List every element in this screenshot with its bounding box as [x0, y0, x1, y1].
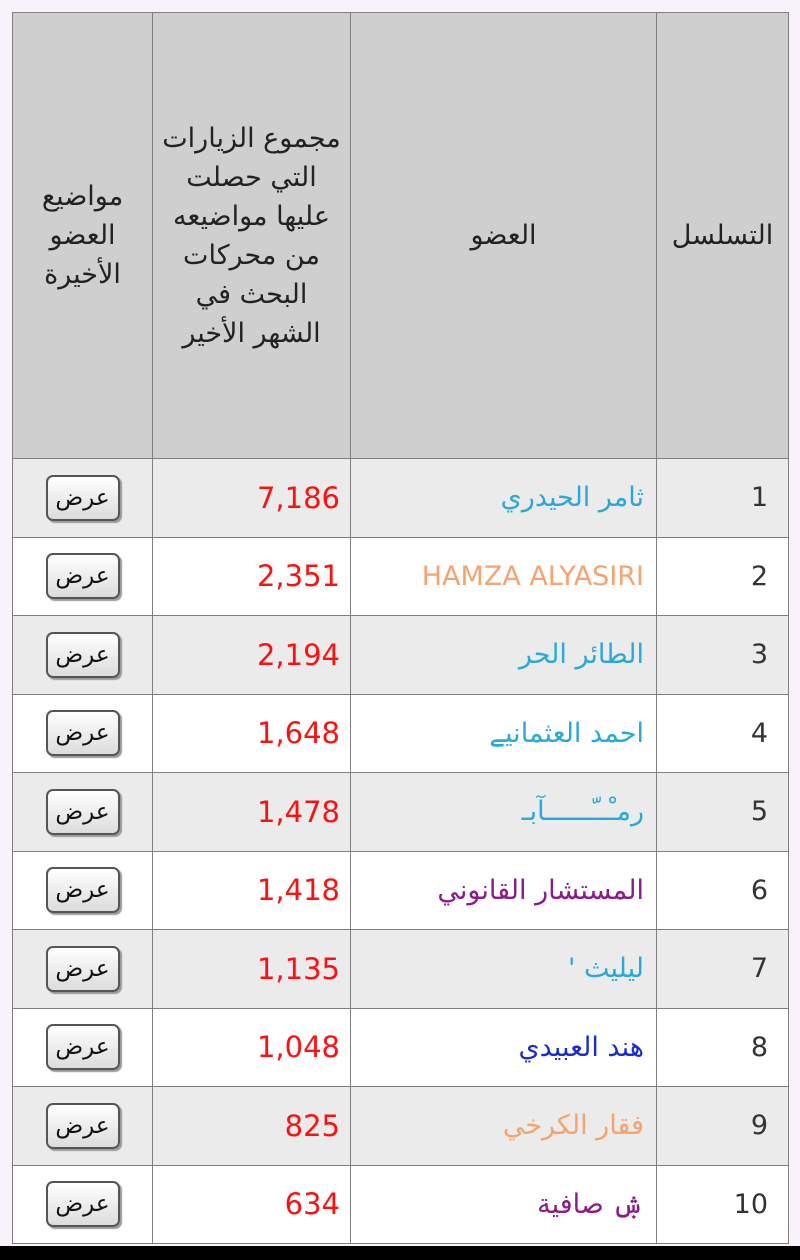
view-topics-button[interactable]: عرض [46, 1024, 120, 1070]
topics-cell [13, 459, 153, 538]
member-cell [351, 851, 657, 930]
row-seq: 8 [657, 1008, 789, 1087]
table-row [13, 616, 789, 695]
topics-cell [13, 1165, 153, 1244]
table-row [13, 537, 789, 616]
visits-cell [153, 537, 351, 616]
member-cell [351, 694, 657, 773]
topics-cell [13, 930, 153, 1009]
table-row [13, 459, 789, 538]
visits-cell [153, 1087, 351, 1166]
visits-count: 7,186 [256, 480, 340, 515]
topics-cell [13, 616, 153, 695]
visits-cell [153, 1008, 351, 1087]
visits-cell [153, 773, 351, 852]
view-topics-button[interactable]: عرض [46, 632, 120, 678]
member-name-link[interactable]: ليليث ' [568, 953, 644, 985]
header-member: العضو [351, 13, 657, 459]
visits-cell [153, 930, 351, 1009]
member-cell [351, 1008, 657, 1087]
row-seq: 3 [657, 616, 789, 695]
row-seq: 9 [657, 1087, 789, 1166]
view-topics-button[interactable]: عرض [46, 1181, 120, 1227]
table-row [13, 694, 789, 773]
table-row [13, 1008, 789, 1087]
member-name-link[interactable]: احمد العثمانيے [489, 717, 644, 749]
member-name-link[interactable]: ثامر الحيدري [500, 482, 644, 514]
row-seq: 6 [657, 851, 789, 930]
view-topics-button[interactable]: عرض [46, 553, 120, 599]
visits-count: 1,048 [256, 1030, 340, 1065]
member-cell [351, 459, 657, 538]
member-name-link[interactable]: المستشار القانوني [437, 874, 644, 906]
visits-count: 1,648 [256, 716, 340, 751]
view-topics-button[interactable]: عرض [46, 710, 120, 756]
visits-cell [153, 459, 351, 538]
visits-cell [153, 851, 351, 930]
row-seq: 1 [657, 459, 789, 538]
topics-cell [13, 851, 153, 930]
view-topics-button[interactable]: عرض [46, 475, 120, 521]
table-row [13, 851, 789, 930]
table-row [13, 1165, 789, 1244]
topics-cell [13, 1087, 153, 1166]
table-header-row [13, 13, 789, 459]
member-name-link[interactable]: الطائر الحر [518, 639, 644, 671]
visits-cell [153, 616, 351, 695]
member-cell [351, 1087, 657, 1166]
topics-cell [13, 773, 153, 852]
visits-count: 2,194 [256, 637, 340, 672]
header-topics: مواضيع العضو الأخيرة [13, 13, 153, 459]
member-name-link[interactable]: هند العبيدي [518, 1031, 644, 1063]
member-cell [351, 616, 657, 695]
topics-cell [13, 694, 153, 773]
member-cell [351, 773, 657, 852]
header-visits: مجموع الزيارات التي حصلت عليها مواضيعه من محركات البحث في الشهر الأخير [153, 13, 351, 459]
visits-count: 2,351 [256, 559, 340, 594]
view-topics-button[interactable]: عرض [46, 867, 120, 913]
visits-cell [153, 1165, 351, 1244]
visits-count: 634 [284, 1187, 340, 1222]
visits-count: 825 [284, 1108, 340, 1143]
table-row [13, 773, 789, 852]
members-table [12, 12, 789, 1244]
view-topics-button[interactable]: عرض [46, 789, 120, 835]
header-seq: التسلسل [657, 13, 789, 459]
visits-count: 1,478 [256, 794, 340, 829]
topics-cell [13, 537, 153, 616]
row-seq: 10 [657, 1165, 789, 1244]
member-cell [351, 537, 657, 616]
member-cell [351, 930, 657, 1009]
member-name-link[interactable]: HAMZA ALYASIRI [421, 560, 644, 592]
view-topics-button[interactable]: عرض [46, 1103, 120, 1149]
member-cell [351, 1165, 657, 1244]
row-seq: 2 [657, 537, 789, 616]
member-name-link[interactable]: فقار الكرخي [502, 1110, 644, 1142]
member-name-link[interactable]: رمـْــّــــــآبـ [521, 796, 644, 828]
bottom-navigation-bar [0, 1246, 800, 1260]
table-row [13, 930, 789, 1009]
visits-count: 1,135 [256, 951, 340, 986]
row-seq: 7 [657, 930, 789, 1009]
table-body [13, 459, 789, 1244]
row-seq: 4 [657, 694, 789, 773]
topics-cell [13, 1008, 153, 1087]
visits-cell [153, 694, 351, 773]
row-seq: 5 [657, 773, 789, 852]
visits-count: 1,418 [256, 873, 340, 908]
member-name-link[interactable]: ۺ صافية [537, 1188, 644, 1220]
table-row [13, 1087, 789, 1166]
view-topics-button[interactable]: عرض [46, 946, 120, 992]
